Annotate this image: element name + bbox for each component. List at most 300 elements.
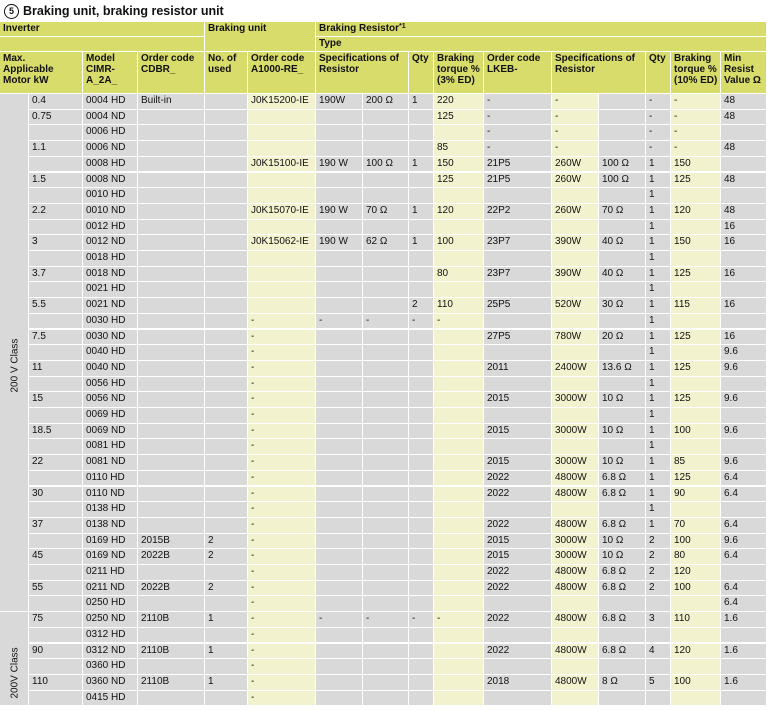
- model: 0030 HD: [83, 314, 138, 330]
- lkeb-order-code: 2015: [484, 534, 552, 550]
- lkeb-order-code: -: [484, 94, 552, 110]
- lkeb-qty: 1: [646, 377, 671, 393]
- no-used: [205, 455, 248, 471]
- lkeb-watts: [552, 628, 599, 644]
- braking-torque-10ed: [671, 220, 721, 236]
- braking-table: [0, 22, 767, 711]
- resistor-watts: [316, 581, 363, 597]
- lkeb-qty: 1: [646, 361, 671, 377]
- braking-torque-3ed: -: [434, 612, 484, 628]
- lkeb-ohms: [599, 188, 646, 204]
- braking-torque-3ed: [434, 581, 484, 597]
- lkeb-ohms: [599, 141, 646, 157]
- no-used: [205, 110, 248, 126]
- resistor-watts: [316, 424, 363, 440]
- lkeb-order-code: 2015: [484, 424, 552, 440]
- motor-kw: [29, 157, 83, 173]
- resistor-ohms: [363, 565, 409, 581]
- lkeb-ohms: 6.8 Ω: [599, 471, 646, 487]
- header-no-used: [205, 52, 248, 94]
- resistor-order-code: [248, 110, 316, 126]
- resistor-watts: [316, 502, 363, 518]
- lkeb-watts: -: [552, 141, 599, 157]
- motor-kw: [29, 188, 83, 204]
- lkeb-order-code: 23P7: [484, 235, 552, 251]
- motor-kw: [29, 565, 83, 581]
- lkeb-qty: 1: [646, 424, 671, 440]
- model: 0312 HD: [83, 628, 138, 644]
- resistor-order-code: -: [248, 628, 316, 644]
- cdbr-order-code: [138, 173, 205, 189]
- no-used: [205, 235, 248, 251]
- cdbr-order-code: 2110B: [138, 644, 205, 660]
- qty: [409, 596, 434, 612]
- resistor-ohms: [363, 455, 409, 471]
- no-used: [205, 345, 248, 361]
- braking-torque-10ed: [671, 314, 721, 330]
- lkeb-qty: [646, 596, 671, 612]
- resistor-order-code: [248, 282, 316, 298]
- no-used: [205, 628, 248, 644]
- lkeb-qty: 2: [646, 565, 671, 581]
- lkeb-watts: [552, 188, 599, 204]
- model: 0138 HD: [83, 502, 138, 518]
- resistor-watts: [316, 361, 363, 377]
- braking-torque-3ed: [434, 439, 484, 455]
- resistor-watts: [316, 220, 363, 236]
- model: 0008 HD: [83, 157, 138, 173]
- motor-kw: [29, 691, 83, 707]
- cdbr-order-code: [138, 596, 205, 612]
- resistor-ohms: 100 Ω: [363, 157, 409, 173]
- resistor-ohms: [363, 644, 409, 660]
- resistor-watts: [316, 173, 363, 189]
- resistor-order-code: [248, 173, 316, 189]
- lkeb-ohms: [599, 251, 646, 267]
- resistor-ohms: [363, 377, 409, 393]
- resistor-watts: [316, 549, 363, 565]
- lkeb-qty: -: [646, 110, 671, 126]
- model: 0250 ND: [83, 612, 138, 628]
- min-resist-value: [721, 691, 767, 707]
- motor-kw: [29, 628, 83, 644]
- qty: [409, 267, 434, 283]
- lkeb-ohms: 6.8 Ω: [599, 487, 646, 503]
- lkeb-watts: 3000W: [552, 455, 599, 471]
- min-resist-value: 9.6: [721, 424, 767, 440]
- resistor-ohms: [363, 518, 409, 534]
- lkeb-qty: -: [646, 125, 671, 141]
- min-resist-value: [721, 628, 767, 644]
- resistor-watts: [316, 455, 363, 471]
- resistor-watts: 190 W: [316, 204, 363, 220]
- motor-kw: 5.5: [29, 298, 83, 314]
- lkeb-qty: [646, 659, 671, 675]
- motor-kw: [29, 125, 83, 141]
- cdbr-order-code: [138, 377, 205, 393]
- braking-torque-3ed: 120: [434, 204, 484, 220]
- resistor-watts: [316, 565, 363, 581]
- braking-torque-10ed: [671, 691, 721, 707]
- resistor-ohms: [363, 691, 409, 707]
- qty: [409, 581, 434, 597]
- min-resist-value: [721, 282, 767, 298]
- header-blank: [0, 37, 205, 52]
- header-line: Order code: [251, 53, 305, 64]
- braking-torque-10ed: 125: [671, 361, 721, 377]
- braking-torque-3ed: 100: [434, 235, 484, 251]
- lkeb-ohms: 40 Ω: [599, 267, 646, 283]
- header-line: used: [208, 64, 232, 75]
- min-resist-value: 1.6: [721, 644, 767, 660]
- model: 0010 ND: [83, 204, 138, 220]
- cdbr-order-code: [138, 565, 205, 581]
- qty: -: [409, 612, 434, 628]
- braking-torque-3ed: [434, 471, 484, 487]
- resistor-ohms: [363, 675, 409, 691]
- resistor-ohms: 62 Ω: [363, 235, 409, 251]
- lkeb-ohms: 6.8 Ω: [599, 644, 646, 660]
- header-line: Resistor: [555, 64, 596, 75]
- no-used: [205, 392, 248, 408]
- model: 0211 HD: [83, 565, 138, 581]
- lkeb-order-code: [484, 282, 552, 298]
- min-resist-value: 9.6: [721, 345, 767, 361]
- model: 0250 HD: [83, 596, 138, 612]
- qty: [409, 141, 434, 157]
- resistor-order-code: -: [248, 518, 316, 534]
- braking-torque-10ed: 150: [671, 235, 721, 251]
- lkeb-order-code: 23P7: [484, 267, 552, 283]
- resistor-order-code: -: [248, 408, 316, 424]
- motor-kw: 1.5: [29, 173, 83, 189]
- resistor-ohms: [363, 487, 409, 503]
- cdbr-order-code: [138, 267, 205, 283]
- braking-torque-10ed: [671, 345, 721, 361]
- lkeb-order-code: 2022: [484, 487, 552, 503]
- cdbr-order-code: 2022B: [138, 549, 205, 565]
- lkeb-order-code: 2022: [484, 644, 552, 660]
- model: 0081 HD: [83, 439, 138, 455]
- braking-torque-3ed: [434, 392, 484, 408]
- lkeb-ohms: 8 Ω: [599, 675, 646, 691]
- lkeb-qty: 1: [646, 487, 671, 503]
- lkeb-ohms: 6.8 Ω: [599, 612, 646, 628]
- model: 0360 ND: [83, 675, 138, 691]
- header-braking-unit: Braking unit: [205, 22, 316, 52]
- motor-kw: 45: [29, 549, 83, 565]
- header-line: Braking: [437, 53, 475, 64]
- braking-torque-10ed: -: [671, 125, 721, 141]
- cdbr-order-code: [138, 628, 205, 644]
- lkeb-watts: 390W: [552, 235, 599, 251]
- model: 0415 HD: [83, 691, 138, 707]
- motor-kw: [29, 596, 83, 612]
- no-used: [205, 141, 248, 157]
- lkeb-qty: 4: [646, 644, 671, 660]
- lkeb-watts: [552, 596, 599, 612]
- lkeb-ohms: 10 Ω: [599, 534, 646, 550]
- qty: [409, 455, 434, 471]
- resistor-ohms: [363, 549, 409, 565]
- qty: [409, 518, 434, 534]
- cdbr-order-code: [138, 251, 205, 267]
- resistor-order-code: J0K15062-IE: [248, 235, 316, 251]
- lkeb-order-code: 2015: [484, 392, 552, 408]
- resistor-watts: [316, 110, 363, 126]
- lkeb-order-code: 21P5: [484, 157, 552, 173]
- lkeb-order-code: [484, 314, 552, 330]
- braking-torque-10ed: 120: [671, 565, 721, 581]
- resistor-watts: -: [316, 314, 363, 330]
- resistor-ohms: -: [363, 314, 409, 330]
- resistor-ohms: [363, 173, 409, 189]
- qty: [409, 487, 434, 503]
- lkeb-watts: -: [552, 125, 599, 141]
- lkeb-watts: 4800W: [552, 487, 599, 503]
- model: 0018 HD: [83, 251, 138, 267]
- braking-torque-3ed: [434, 659, 484, 675]
- resistor-order-code: J0K15200-IE: [248, 94, 316, 110]
- min-resist-value: [721, 377, 767, 393]
- motor-kw: 2.2: [29, 204, 83, 220]
- qty: 2: [409, 298, 434, 314]
- lkeb-order-code: 2022: [484, 565, 552, 581]
- resistor-ohms: [363, 534, 409, 550]
- resistor-order-code: -: [248, 659, 316, 675]
- qty: [409, 408, 434, 424]
- lkeb-qty: 1: [646, 220, 671, 236]
- braking-torque-3ed: [434, 330, 484, 346]
- braking-torque-3ed: [434, 628, 484, 644]
- resistor-watts: -: [316, 612, 363, 628]
- no-used: [205, 361, 248, 377]
- min-resist-value: 48: [721, 141, 767, 157]
- min-resist-value: 16: [721, 330, 767, 346]
- no-used: [205, 487, 248, 503]
- resistor-order-code: [248, 267, 316, 283]
- lkeb-watts: -: [552, 110, 599, 126]
- model: 0006 HD: [83, 125, 138, 141]
- braking-torque-10ed: 70: [671, 518, 721, 534]
- qty: 1: [409, 94, 434, 110]
- lkeb-order-code: 22P2: [484, 204, 552, 220]
- resistor-watts: [316, 377, 363, 393]
- braking-torque-3ed: [434, 691, 484, 707]
- header-braking-resistor: [316, 22, 767, 37]
- lkeb-order-code: -: [484, 110, 552, 126]
- model: 0006 ND: [83, 141, 138, 157]
- resistor-ohms: [363, 581, 409, 597]
- braking-torque-10ed: -: [671, 110, 721, 126]
- motor-kw: 55: [29, 581, 83, 597]
- lkeb-ohms: [599, 439, 646, 455]
- braking-torque-3ed: [434, 188, 484, 204]
- min-resist-value: 9.6: [721, 361, 767, 377]
- motor-kw: [29, 439, 83, 455]
- header-line: torque %: [674, 64, 717, 75]
- resistor-order-code: -: [248, 471, 316, 487]
- braking-torque-10ed: 115: [671, 298, 721, 314]
- min-resist-value: 6.4: [721, 471, 767, 487]
- header-torque2: [671, 52, 721, 94]
- no-used: [205, 188, 248, 204]
- resistor-order-code: [248, 251, 316, 267]
- header-line: (3% ED): [437, 75, 475, 86]
- braking-torque-10ed: [671, 377, 721, 393]
- resistor-order-code: -: [248, 612, 316, 628]
- braking-torque-3ed: [434, 534, 484, 550]
- no-used: [205, 220, 248, 236]
- no-used: [205, 502, 248, 518]
- braking-torque-10ed: 125: [671, 330, 721, 346]
- lkeb-watts: 4800W: [552, 581, 599, 597]
- header-line: Order code: [487, 53, 541, 64]
- resistor-ohms: [363, 251, 409, 267]
- header-inverter: Inverter: [0, 22, 205, 37]
- no-used: [205, 330, 248, 346]
- resistor-watts: [316, 298, 363, 314]
- cdbr-order-code: 2022B: [138, 581, 205, 597]
- min-resist-value: 6.4: [721, 581, 767, 597]
- class-cell-200v: [0, 94, 29, 612]
- model: 0169 HD: [83, 534, 138, 550]
- braking-torque-3ed: [434, 502, 484, 518]
- resistor-order-code: [248, 188, 316, 204]
- cdbr-order-code: [138, 659, 205, 675]
- braking-torque-3ed: 110: [434, 298, 484, 314]
- qty: [409, 377, 434, 393]
- braking-torque-3ed: 150: [434, 157, 484, 173]
- lkeb-watts: [552, 282, 599, 298]
- braking-torque-3ed: [434, 282, 484, 298]
- header-min-resist: [721, 52, 767, 94]
- no-used: 2: [205, 581, 248, 597]
- resistor-ohms: [363, 282, 409, 298]
- min-resist-value: 16: [721, 220, 767, 236]
- header-line: torque %: [437, 64, 480, 75]
- lkeb-ohms: 40 Ω: [599, 235, 646, 251]
- min-resist-value: 6.4: [721, 518, 767, 534]
- no-used: [205, 282, 248, 298]
- lkeb-watts: 4800W: [552, 675, 599, 691]
- model: 0169 ND: [83, 549, 138, 565]
- lkeb-qty: -: [646, 141, 671, 157]
- motor-kw: [29, 534, 83, 550]
- lkeb-qty: 1: [646, 392, 671, 408]
- resistor-ohms: [363, 110, 409, 126]
- model: 0211 ND: [83, 581, 138, 597]
- lkeb-qty: 1: [646, 173, 671, 189]
- lkeb-order-code: 21P5: [484, 173, 552, 189]
- cdbr-order-code: [138, 455, 205, 471]
- min-resist-value: 48: [721, 110, 767, 126]
- braking-torque-3ed: 220: [434, 94, 484, 110]
- header-order-a1000: [248, 52, 316, 94]
- resistor-watts: [316, 487, 363, 503]
- braking-torque-3ed: 125: [434, 173, 484, 189]
- motor-kw: [29, 314, 83, 330]
- no-used: 1: [205, 612, 248, 628]
- resistor-ohms: [363, 345, 409, 361]
- qty: [409, 471, 434, 487]
- resistor-order-code: -: [248, 392, 316, 408]
- resistor-watts: [316, 330, 363, 346]
- cdbr-order-code: [138, 330, 205, 346]
- lkeb-qty: 1: [646, 282, 671, 298]
- voltage-class-label: 200V Class: [9, 647, 20, 699]
- no-used: 2: [205, 549, 248, 565]
- lkeb-order-code: [484, 377, 552, 393]
- model: 0360 HD: [83, 659, 138, 675]
- lkeb-watts: 4800W: [552, 471, 599, 487]
- model: 0010 HD: [83, 188, 138, 204]
- lkeb-order-code: [484, 628, 552, 644]
- header-cdbr: [138, 52, 205, 94]
- braking-torque-10ed: [671, 408, 721, 424]
- lkeb-watts: [552, 251, 599, 267]
- lkeb-order-code: [484, 188, 552, 204]
- cdbr-order-code: [138, 220, 205, 236]
- motor-kw: 110: [29, 675, 83, 691]
- header-spec1: [316, 52, 409, 94]
- braking-torque-3ed: [434, 220, 484, 236]
- braking-torque-10ed: [671, 502, 721, 518]
- motor-kw: [29, 408, 83, 424]
- motor-kw: 30: [29, 487, 83, 503]
- no-used: [205, 204, 248, 220]
- min-resist-value: [721, 251, 767, 267]
- resistor-ohms: [363, 298, 409, 314]
- qty: [409, 549, 434, 565]
- qty: [409, 628, 434, 644]
- lkeb-ohms: 6.8 Ω: [599, 518, 646, 534]
- model: 0021 ND: [83, 298, 138, 314]
- resistor-order-code: -: [248, 424, 316, 440]
- lkeb-qty: 1: [646, 204, 671, 220]
- braking-torque-10ed: 80: [671, 549, 721, 565]
- lkeb-ohms: 10 Ω: [599, 392, 646, 408]
- braking-torque-3ed: [434, 644, 484, 660]
- lkeb-order-code: 2015: [484, 549, 552, 565]
- resistor-watts: [316, 534, 363, 550]
- header-line: Resist: [724, 64, 755, 75]
- resistor-watts: [316, 267, 363, 283]
- lkeb-qty: 1: [646, 267, 671, 283]
- lkeb-ohms: 30 Ω: [599, 298, 646, 314]
- no-used: [205, 157, 248, 173]
- no-used: [205, 251, 248, 267]
- cdbr-order-code: [138, 157, 205, 173]
- resistor-watts: 190 W: [316, 157, 363, 173]
- lkeb-watts: [552, 439, 599, 455]
- qty: [409, 345, 434, 361]
- lkeb-qty: -: [646, 94, 671, 110]
- qty: [409, 392, 434, 408]
- braking-torque-3ed: [434, 125, 484, 141]
- lkeb-qty: 1: [646, 188, 671, 204]
- header-line: Value Ω: [724, 75, 761, 86]
- resistor-ohms: [363, 188, 409, 204]
- header-line: (10% ED): [674, 75, 718, 86]
- resistor-order-code: -: [248, 377, 316, 393]
- qty: [409, 251, 434, 267]
- lkeb-order-code: [484, 659, 552, 675]
- motor-kw: 75: [29, 612, 83, 628]
- resistor-order-code: -: [248, 330, 316, 346]
- qty: 1: [409, 157, 434, 173]
- lkeb-watts: 4800W: [552, 612, 599, 628]
